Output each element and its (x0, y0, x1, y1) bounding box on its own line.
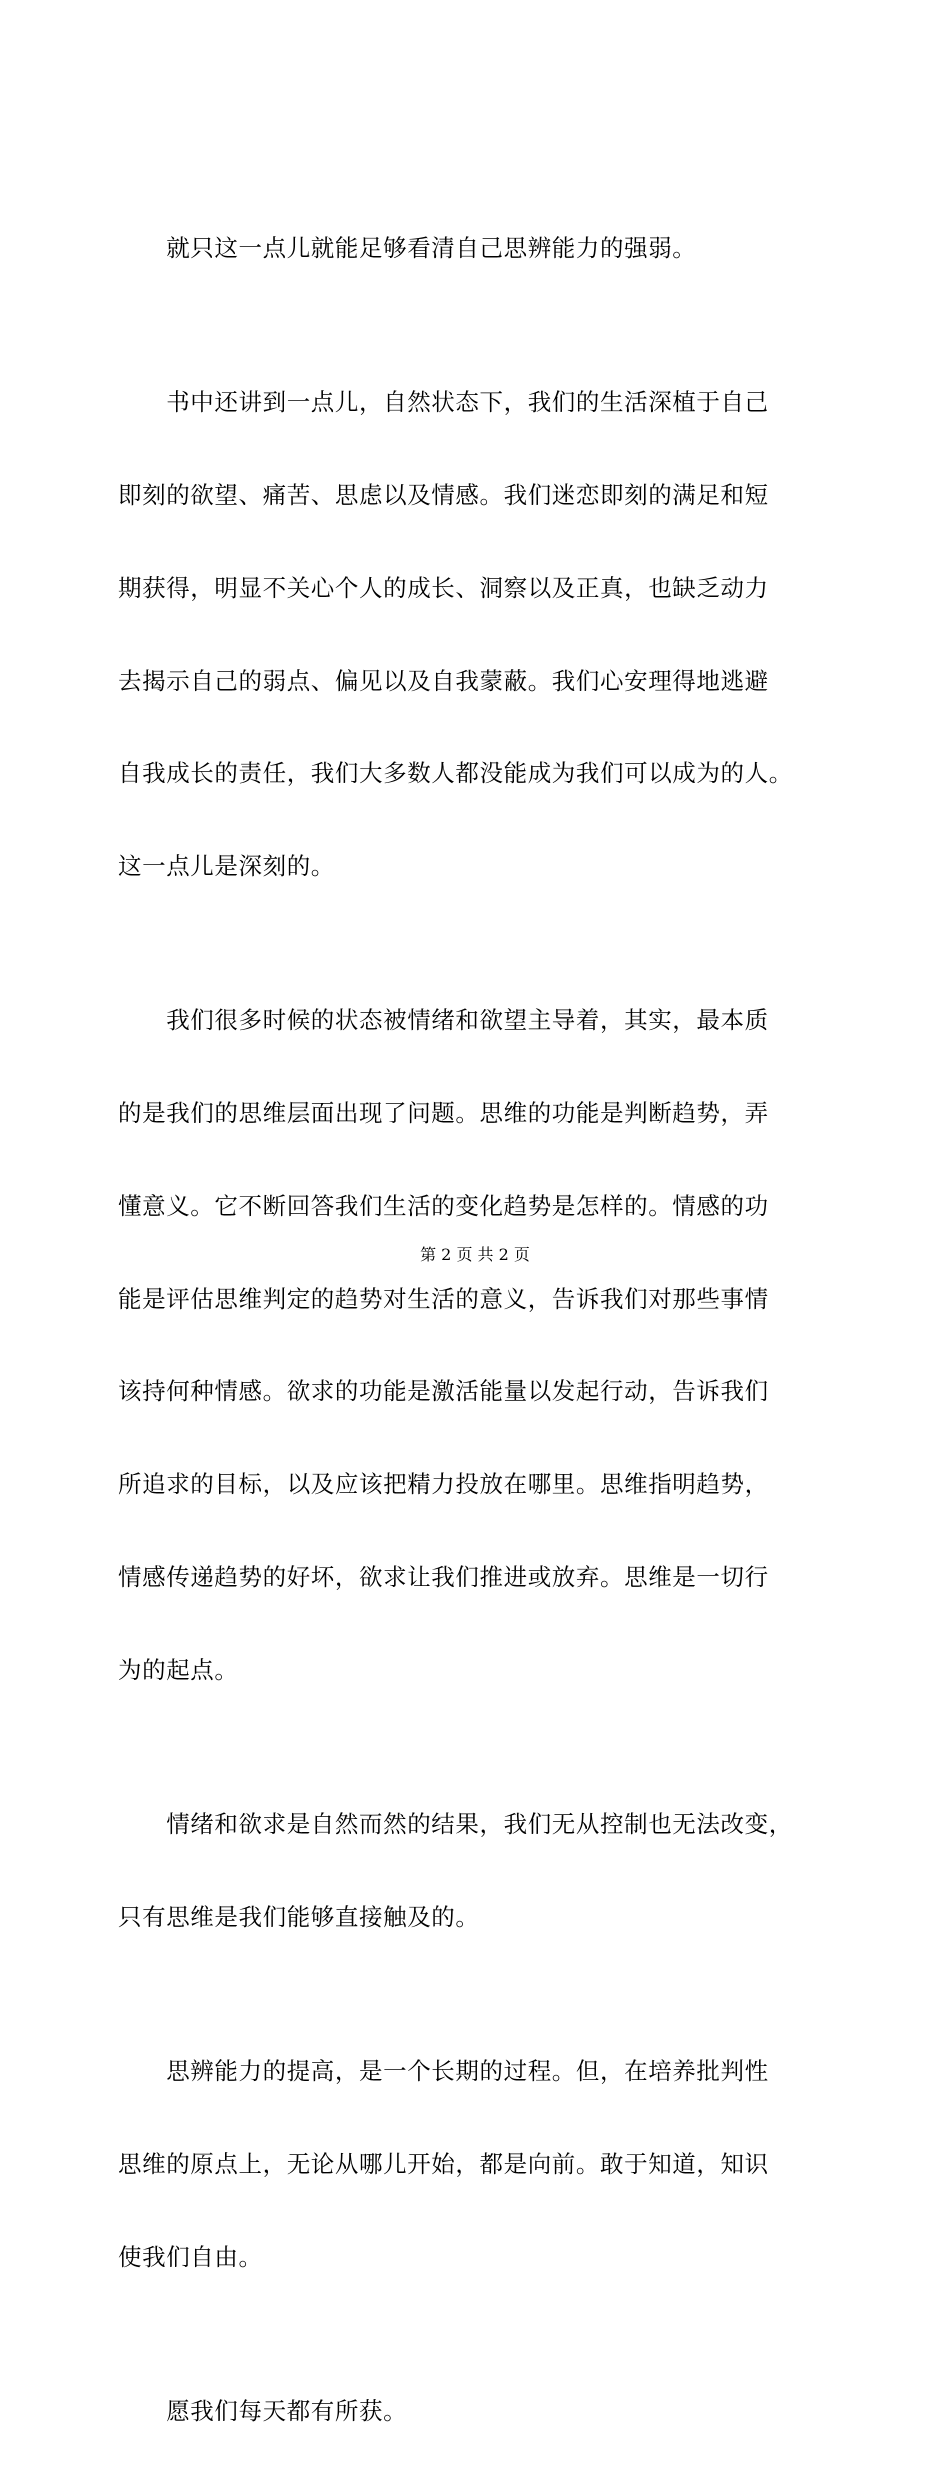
text-line: 就只这一点儿就能足够看清自己思辨能力的强弱。 (118, 233, 697, 262)
paragraph (118, 1994, 858, 2334)
text-line: 为的起点。 (118, 1655, 239, 1684)
text-line: 懂意义。它不断回答我们生活的变化趋势是怎样的。情感的功 (118, 1191, 769, 1220)
paragraph (118, 171, 858, 326)
text-line: 的是我们的思维层面出现了问题。思维的功能是判断趋势，弄 (118, 1099, 769, 1128)
text-line: 所追求的目标，以及应该把精力投放在哪里。思维指明趋势， (118, 1470, 769, 1499)
text-line: 情感传递趋势的好坏，欲求让我们推进或放弃。思维是一切行 (118, 1562, 769, 1591)
text-line: 思辨能力的提高，是一个长期的过程。但，在培养批判性 (118, 2057, 769, 2086)
text-line: 我们很多时候的状态被情绪和欲望主导着，其实，最本质 (118, 1006, 769, 1035)
text-line: 即刻的欲望、痛苦、思虑以及情感。我们迷恋即刻的满足和短 (118, 481, 769, 510)
document-body (118, 171, 858, 2489)
text-line: 该持何种情感。欲求的功能是激活能量以发起行动，告诉我们 (118, 1377, 769, 1406)
paragraph (118, 944, 858, 1748)
page-number-label: 第 2 页 共 2 页 (420, 1245, 530, 1264)
text-line: 情绪和欲求是自然而然的结果，我们无从控制也无法改变， (118, 1810, 793, 1839)
text-line: 自我成长的责任，我们大多数人都没能成为我们可以成为的人。 (118, 759, 793, 788)
paragraph (118, 1747, 858, 1994)
page-footer (0, 1242, 950, 1265)
text-line: 只有思维是我们能够直接触及的。 (118, 1902, 480, 1931)
text-line: 期获得，明显不关心个人的成长、洞察以及正真，也缺乏动力 (118, 573, 769, 602)
text-line: 去揭示自己的弱点、偏见以及自我蒙蔽。我们心安理得地逃避 (118, 666, 769, 695)
text-line: 这一点儿是深刻的。 (118, 851, 335, 880)
text-line: 愿我们每天都有所获。 (118, 2397, 408, 2426)
text-line: 书中还讲到一点儿，自然状态下，我们的生活深植于自己 (118, 388, 769, 417)
text-line: 思维的原点上，无论从哪儿开始，都是向前。敢于知道，知识 (118, 2150, 769, 2178)
text-line: 使我们自由。 (118, 2242, 263, 2271)
paragraph (118, 326, 858, 944)
text-line: 能是评估思维判定的趋势对生活的意义，告诉我们对那些事情 (118, 1284, 769, 1313)
paragraph (118, 2334, 858, 2489)
